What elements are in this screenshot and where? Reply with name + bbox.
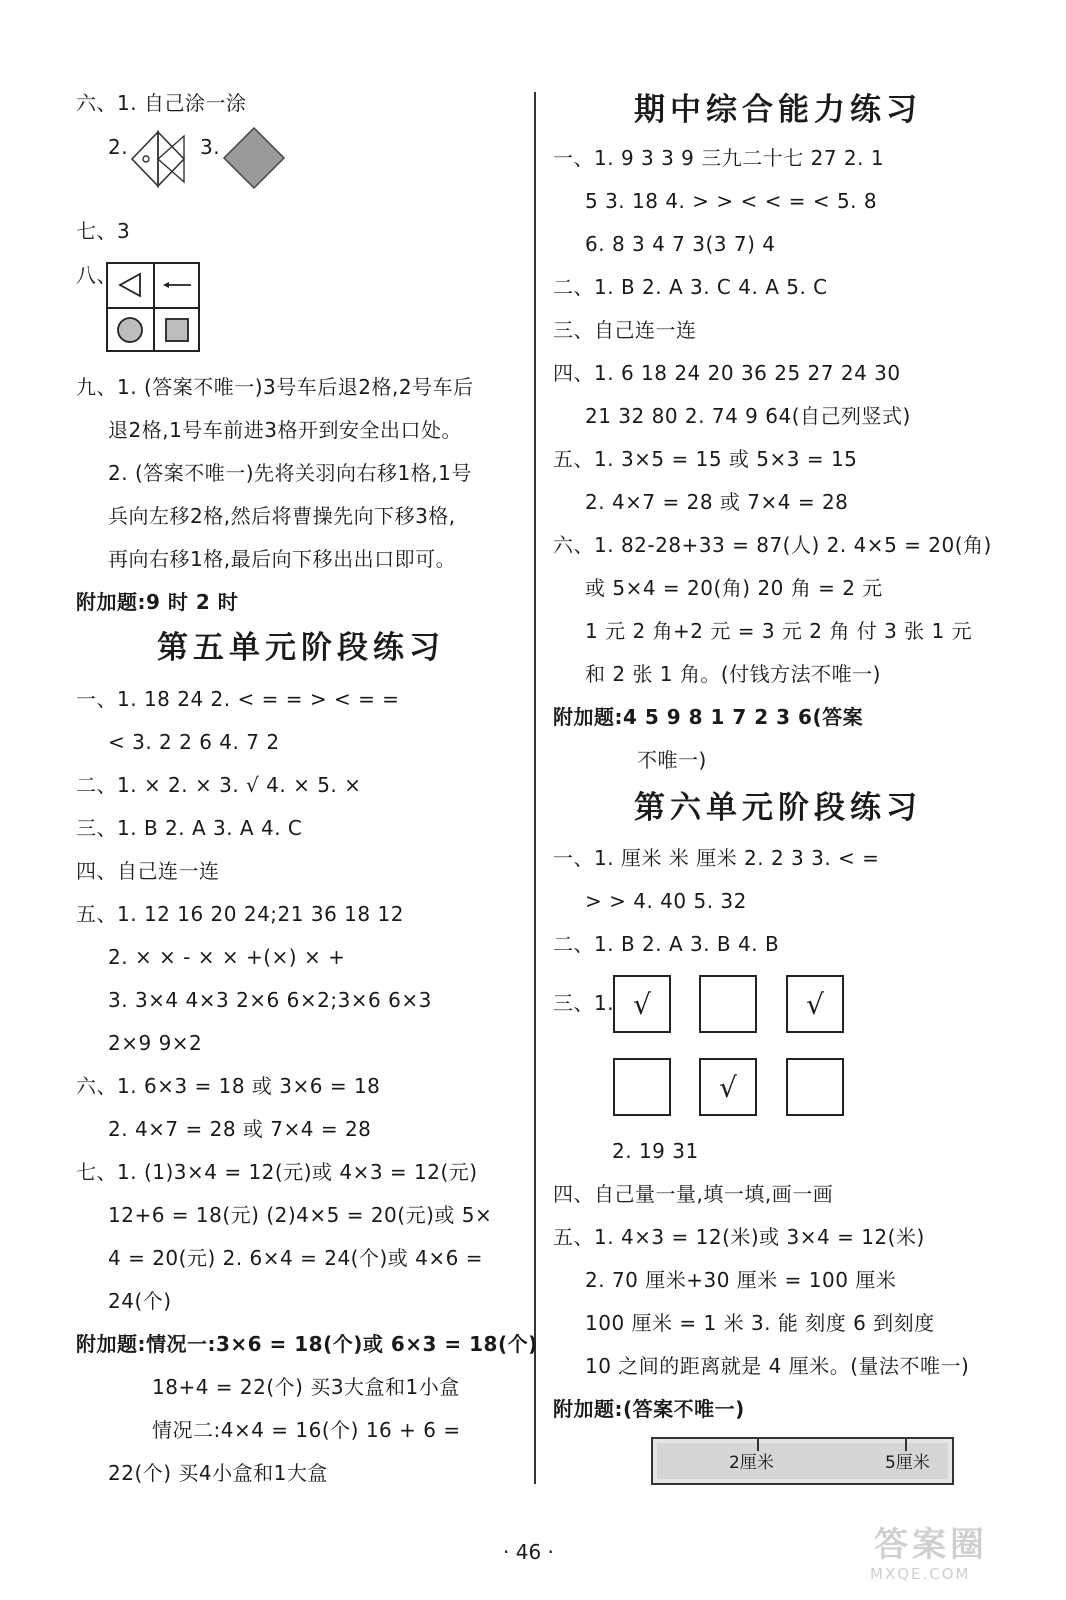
u6-3b: 2. 19 31 xyxy=(612,1139,699,1163)
unit5-title: 第五单元阶段练习 xyxy=(157,630,445,666)
ruler-tick xyxy=(757,1439,759,1451)
u6-bonus: 附加题:(答案不唯一) xyxy=(553,1397,745,1421)
u5-7b: 12+6 = 18(元) (2)4×5 = 20(元)或 5× xyxy=(108,1203,493,1227)
u5-2: 二、1. × 2. × 3. √ 4. × 5. × xyxy=(76,773,362,797)
m5a: 五、1. 3×5 = 15 或 5×3 = 15 xyxy=(553,447,858,471)
shaded-diamond xyxy=(222,126,286,190)
m5b: 2. 4×7 = 28 或 7×4 = 28 xyxy=(585,490,849,514)
page-number: · 46 · xyxy=(503,1540,554,1564)
u5-3: 三、1. B 2. A 3. A 4. C xyxy=(76,816,303,840)
s6-fig2-label: 2. xyxy=(108,135,129,159)
mid-bonus2: 不唯一) xyxy=(637,748,707,772)
watermark xyxy=(852,1525,1052,1595)
m4b: 21 32 80 2. 74 9 64(自己列竖式) xyxy=(585,404,911,428)
u6-1b: > > 4. 40 5. 32 xyxy=(585,889,747,913)
u6-2: 二、1. B 2. A 3. B 4. B xyxy=(553,932,780,956)
m1b: 5 3. 18 4. > > < < = < 5. 8 xyxy=(585,189,878,213)
s9-line1: 九、1. (答案不唯一)3号车后退2格,2号车后 xyxy=(76,375,474,399)
unit6-title: 第六单元阶段练习 xyxy=(634,790,922,826)
left-arrow-icon xyxy=(155,264,199,306)
u5-6a: 六、1. 6×3 = 18 或 3×6 = 18 xyxy=(76,1074,381,1098)
u6-5d: 10 之间的距离就是 4 厘米。(量法不唯一) xyxy=(585,1354,970,1378)
u6-4: 四、自己量一量,填一填,画一画 xyxy=(553,1182,834,1206)
s8-label: 八、 xyxy=(76,263,117,287)
u5-1a: 一、1. 18 24 2. < = = > < = = xyxy=(76,687,400,711)
check-box: √ xyxy=(699,1058,757,1116)
ruler-tick xyxy=(905,1439,907,1451)
square-icon xyxy=(155,309,199,351)
u6-5a: 五、1. 4×3 = 12(米)或 3×4 = 12(米) xyxy=(553,1225,925,1249)
left-triangle-icon xyxy=(108,264,152,306)
m6d: 和 2 张 1 角。(付钱方法不唯一) xyxy=(585,662,881,686)
bonus1: 附加题:9 时 2 时 xyxy=(76,590,239,614)
u5-7a: 七、1. (1)3×4 = 12(元)或 4×3 = 12(元) xyxy=(76,1160,478,1184)
check-box: √ xyxy=(786,975,844,1033)
m6b: 或 5×4 = 20(角) 20 角 = 2 元 xyxy=(585,576,883,600)
m6a: 六、1. 82-28+33 = 87(人) 2. 4×5 = 20(角) xyxy=(553,533,992,557)
mid-bonus1: 附加题:4 5 9 8 1 7 2 3 6(答案 xyxy=(553,705,864,729)
u5-bonus2: 18+4 = 22(个) 买3大盒和1小盒 xyxy=(152,1375,460,1399)
u5-7c: 4 = 20(元) 2. 6×4 = 24(个)或 4×6 = xyxy=(108,1246,483,1270)
u5-bonus1: 附加题:情况一:3×6 = 18(个)或 6×3 = 18(个) xyxy=(76,1332,538,1356)
m2: 二、1. B 2. A 3. C 4. A 5. C xyxy=(553,275,828,299)
check-box xyxy=(613,1058,671,1116)
s9-line5: 再向右移1格,最后向下移出出口即可。 xyxy=(108,547,457,571)
m6c: 1 元 2 角+2 元 = 3 元 2 角 付 3 张 1 元 xyxy=(585,619,973,643)
s9-line4: 兵向左移2格,然后将曹操先向下移3格, xyxy=(108,504,456,528)
check-box: √ xyxy=(613,975,671,1033)
watermark-logo: 答案圈 xyxy=(874,1525,988,1565)
m1c: 6. 8 3 4 7 3(3 7) 4 xyxy=(585,232,776,256)
u6-5c: 100 厘米 = 1 米 3. 能 刻度 6 到刻度 xyxy=(585,1311,935,1335)
u5-7d: 24(个) xyxy=(108,1289,172,1313)
column-divider xyxy=(534,92,536,1484)
s9-line2: 退2格,1号车前进3格开到安全出口处。 xyxy=(108,418,463,442)
u5-bonus4: 22(个) 买4小盒和1大盒 xyxy=(108,1461,328,1485)
s7-answer: 七、3 xyxy=(76,219,131,243)
u6-5b: 2. 70 厘米+30 厘米 = 100 厘米 xyxy=(585,1268,897,1292)
u5-5b: 2. × × - × × +(×) × + xyxy=(108,945,346,969)
midterm-title: 期中综合能力练习 xyxy=(634,92,922,128)
u5-6b: 2. 4×7 = 28 或 7×4 = 28 xyxy=(108,1117,372,1141)
u6-1a: 一、1. 厘米 米 厘米 2. 2 3 3. < = xyxy=(553,846,880,870)
m3: 三、自己连一连 xyxy=(553,318,697,342)
circle-icon xyxy=(108,309,152,351)
check-box xyxy=(786,1058,844,1116)
u5-5c: 3. 3×4 4×3 2×6 6×2;3×6 6×3 xyxy=(108,988,432,1012)
u5-5d: 2×9 9×2 xyxy=(108,1031,203,1055)
ruler-strip xyxy=(651,1437,954,1485)
s6-label: 六、1. 自己涂一涂 xyxy=(76,91,247,115)
watermark-url: MXQE.COM xyxy=(870,1565,971,1583)
ruler-label-2cm: 2厘米 xyxy=(729,1453,774,1473)
m1a: 一、1. 9 3 3 9 三九二十七 27 2. 1 xyxy=(553,146,885,170)
fish-figure xyxy=(130,128,186,190)
u5-4: 四、自己连一连 xyxy=(76,859,220,883)
u5-1b: < 3. 2 2 6 4. 7 2 xyxy=(108,730,280,754)
s6-fig3-label: 3. xyxy=(200,135,221,159)
u5-5a: 五、1. 12 16 20 24;21 36 18 12 xyxy=(76,902,404,926)
check-box xyxy=(699,975,757,1033)
m4a: 四、1. 6 18 24 20 36 25 27 24 30 xyxy=(553,361,901,385)
s9-line3: 2. (答案不唯一)先将关羽向右移1格,1号 xyxy=(108,461,472,485)
shape-grid xyxy=(106,262,200,352)
u6-3-label: 三、1. xyxy=(553,991,615,1015)
ruler-label-5cm: 5厘米 xyxy=(885,1453,930,1473)
u5-bonus3: 情况二:4×4 = 16(个) 16 + 6 = xyxy=(152,1418,461,1442)
